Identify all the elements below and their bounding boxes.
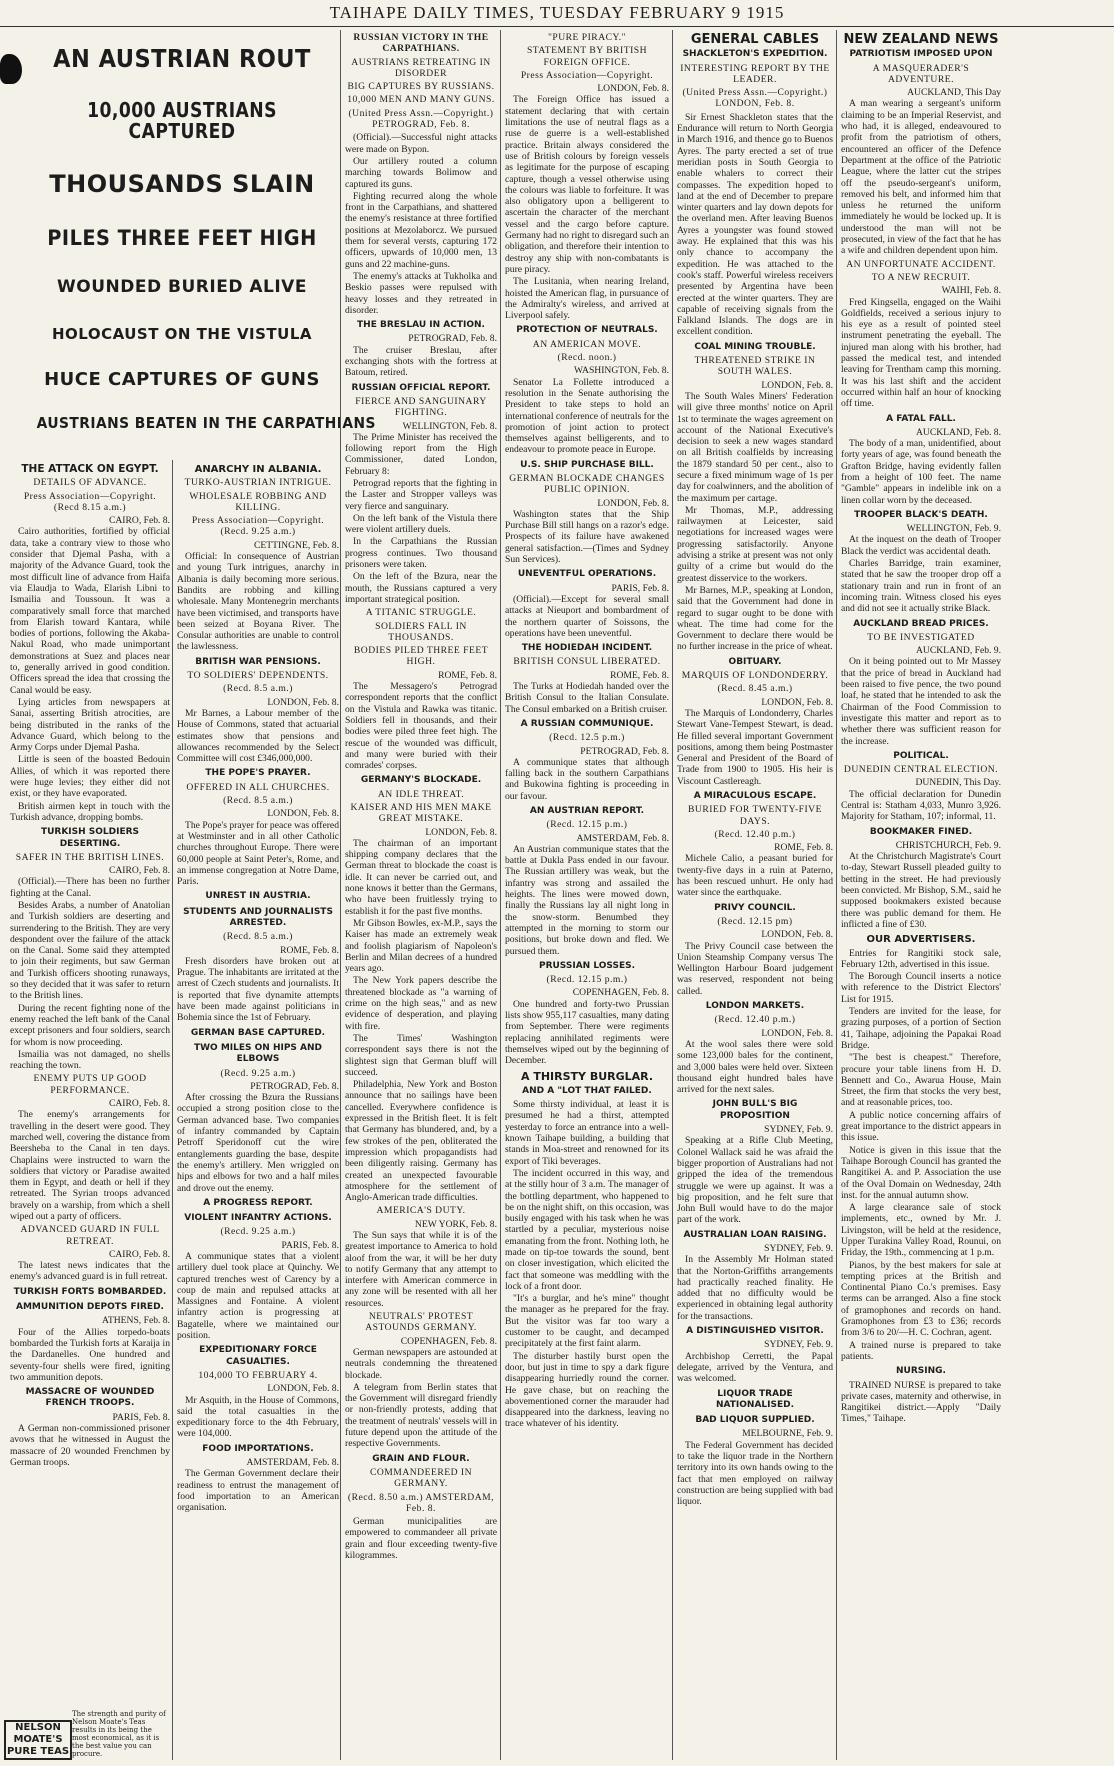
paragraph: The Lusitania, when nearing Ireland, hoisted the American flag, in pursuance of the Admiralty's wireless, and arrived at Liverpool safely.: [505, 276, 669, 322]
source-line: (Recd. 12.15 pm): [717, 915, 793, 927]
subhead: STUDENTS AND JOURNALISTS ARRESTED.: [183, 906, 333, 928]
paragraph: A trained nurse is prepared to take patients.: [841, 1339, 1001, 1362]
paragraph: At the wool sales there were sold some 123,000 bales for the continent, and 3,000 bales were held over. Sixteen thousand eight hundred bales have arrived for the next sales.: [677, 1038, 833, 1096]
headline: A TITANIC STRUGGLE.: [365, 607, 477, 619]
masthead: TAIHAPE DAILY TIMES, TUESDAY FEBRUARY 9 1915: [0, 0, 1114, 27]
headline: AMERICA'S DUTY.: [376, 1205, 466, 1217]
dateline: PETROGRAD, Feb. 8.: [580, 745, 669, 757]
paragraph: Tenders are invited for the lease, for grazing purposes, of a portion of Section 41, Taihape, adjoining the Papakai Road Bridge.: [841, 1006, 1001, 1051]
headline: BOOKMAKER FINED.: [869, 826, 973, 837]
dateline: AMSTERDAM, Feb. 8.: [246, 1457, 339, 1469]
subhead: BODIES PILED THREE FEET HIGH.: [353, 645, 489, 668]
dateline: AMSTERDAM, Feb. 8.: [576, 832, 669, 844]
paragraph: Mr Asquith, in the House of Commons, said the total casualties in the expeditionary force to the 4th February, were 104,000.: [177, 1394, 339, 1440]
paragraph: German newspapers are astounded at neutrals condemning the threatened blockade.: [345, 1346, 497, 1381]
dateline: DUNEDIN, This Day.: [915, 777, 1001, 789]
headline: ANARCHY IN ALBANIA.: [194, 464, 322, 475]
paragraph: Fighting recurred along the whole front in the Carpathians, and shattered the enemy's resistance at three fortified positions at Mezolaborcz. We pursued them for several versts, capturing 172 officers, upwards of 10,000 men, 13 guns and 22 machine-guns.: [345, 190, 497, 270]
paragraph: Little is seen of the boasted Bedouin Allies, of which it was reported there were huge levies; they either did not exist, or they have evaporated.: [10, 754, 170, 800]
paragraph: In the Carpathians the Russian progress continues. Two thousand prisoners were taken.: [345, 536, 497, 571]
headline: PROTECTION OF NEUTRALS.: [516, 325, 658, 336]
subhead: FIERCE AND SANGUINARY FIGHTING.: [355, 395, 487, 419]
headline: A DISTINGUISHED VISITOR.: [686, 1326, 824, 1337]
paragraph: Pianos, by the best makers for sale at tempting prices at the British and Continental Piano Co.'s premises. Easy terms can be arranged. Also a fine stock of gramophones and records on hand. Gramophones from £3 to £36; records from 3/6 to 20/—H. C. Cochran, agent.: [841, 1259, 1001, 1339]
source-line: Press Association—Copyright. (Recd. 9.25 a.m.): [191, 515, 325, 538]
dateline: CHRISTCHURCH, Feb. 9.: [895, 839, 1001, 851]
paragraph: Ismailia was not damaged, no shells reaching the town.: [10, 1048, 170, 1072]
paragraph: A large clearance sale of stock implements, etc., owned by Mr. J. Livingston, will be held at the residence, Upper Turakina Valley Road, Rounui, on Friday, the 19th., commencing at 1 p.m.: [841, 1202, 1001, 1259]
source-line: (Recd. noon.): [557, 352, 617, 364]
headline: BRITISH WAR PENSIONS.: [195, 656, 321, 667]
dateline: WASHINGTON, Feb. 8.: [574, 365, 669, 377]
paragraph: On it being pointed out to Mr Massey that the price of bread in Auckland had been raised to five pence, the two pound loaf, he stated that he intended to ask the Chairman of the Food Commission to investigate this matter and report as to whether there was sufficient reason for the increase.: [841, 656, 1001, 747]
subhead: BIG CAPTURES BY RUSSIANS.: [347, 81, 495, 93]
headline: A PROGRESS REPORT.: [203, 1197, 313, 1208]
headline: A RUSSIAN COMMUNIQUE.: [520, 718, 654, 729]
subhead: STATEMENT BY BRITISH FOREIGN OFFICE.: [526, 45, 648, 68]
headline: PRIVY COUNCIL.: [714, 902, 796, 913]
paragraph: Mr Barnes, M.P., speaking at London, said that the Government had done in regard to sugar ought to be done with wheat. The time had come for the Government to declare there would be no further increase in the price of wheat.: [677, 584, 833, 653]
headline: TROOPER BLACK'S DEATH.: [854, 509, 988, 520]
source-line: Press Association—Copyright.: [520, 69, 654, 81]
headline: POLITICAL.: [893, 750, 949, 761]
paragraph: In the Assembly Mr Holman stated that the Norton-Griffiths arrangements had practically reached finality. He added that no difficulty would be experienced in obtaining legal authority for the transactions.: [677, 1254, 833, 1322]
paragraph: Mr Thomas, M.P., addressing railwaymen at Leicester, said negotiations for increased wages were progressing satisfactorily. Anyone advising a strike at present was not only guilty of a crime but would do the greatest disservice to the workers.: [677, 504, 833, 584]
dateline: SYDNEY, Feb. 9.: [764, 1339, 833, 1351]
headline: THE HODIEDAH INCIDENT.: [521, 643, 653, 654]
subhead: BAD LIQUOR SUPPLIED.: [695, 1415, 815, 1426]
paragraph: The Pope's prayer for peace was offered at Westminster and in all other Catholic churches throughout Europe. There were 60,000 people at Saint Peter's, Rome, and an immense congregation at Notre Dame, Paris.: [177, 819, 339, 888]
dateline: LONDON, Feb. 8.: [761, 379, 833, 391]
headline: JOHN BULL'S BIG PROPOSITION: [712, 1099, 798, 1121]
subhead: TO A NEW RECRUIT.: [871, 271, 971, 283]
paragraph: Official: In consequence of Austrian and young Turk intrigues, anarchy in Albania is daily becoming more serious. Bandits are robbing and killing wholesale. Many Montenegrin merchants have been victimised, and transports have been seized at Boyana River. The Consular authorities are unable to control the lawlessness.: [177, 551, 339, 653]
banner-line-8: AUSTRIANS BEATEN IN THE CARPATHIANS: [36, 413, 376, 432]
paragraph: Fresh disorders have broken out at Prague. The inhabitants are irritated at the arrest of Czech students and journalists. It is reported that five dynamite attempts have been made against politicians in Bohemia since the 1st of February.: [177, 955, 339, 1024]
paragraph: Speaking at a Rifle Club Meeting, Colonel Wallack said he was afraid the bigger proportion of Australians had not gripped the idea of the tremendous struggle we were up against. It was a big proposition, and he felt sure that John Bull would have to do the major part of the work.: [677, 1135, 833, 1226]
subhead: PATRIOTISM IMPOSED UPON: [849, 49, 993, 60]
paragraph: During the recent fighting none of the enemy reached the left bank of the Canal except prisoners and four soldiers, search for whom is now proceeding.: [10, 1002, 170, 1048]
ad-text: The strength and purity of Nelson Moate's Teas results in its being the most economical, as it is the best value you can procure.: [72, 1710, 166, 1758]
dateline: CAIRO, Feb. 8.: [108, 865, 170, 877]
subhead: WHOLESALE ROBBING AND KILLING.: [189, 490, 327, 513]
paragraph: A man wearing a sergeant's uniform claiming to be an Imperial Reservist, and who had, it is alleged, endeavoured to profit from the patriotism of others, encountered an officer of the Defence Department at the office of the Patriotic League, where the latter cut the stripes off the pseudo-sergeant's uniform, removed his belt, and informed him that unless he returned the uniform immediately he would be locked up. It is understood the man will not be prosecuted, in view of the fact that he has a wife and children dependent upon him.: [841, 98, 1001, 257]
source-line: (Recd. 12.5 p.m.): [549, 732, 625, 744]
subhead: SOLDIERS FALL IN THOUSANDS.: [375, 620, 467, 643]
paragraph: The disturber hastily burst open the door, but just in time to spy a dark figure disappearing hurriedly round the corner. He gave chase, but on reaching the abovementioned corner the marauder had disappeared into the darkness, leaving no trace whatever of his identity.: [505, 1350, 669, 1430]
headline-new-zealand-news: NEW ZEALAND NEWS: [843, 32, 999, 47]
dateline: CAIRO, Feb. 8.: [108, 515, 170, 527]
dateline: ROME, Feb. 8.: [610, 669, 669, 681]
dateline: LONDON, Feb. 8.: [267, 1383, 339, 1395]
dateline: CAIRO, Feb. 8.: [108, 1248, 170, 1260]
headline: AN AUSTRIAN REPORT.: [529, 806, 645, 816]
paragraph: The body of a man, unidentified, about forty years of age, was found beneath the Grafton Bridge, having evidently fallen from a height of 100 feet. The name "Gamble" appears in indelible ink on a linen collar worn by the deceased.: [841, 438, 1001, 506]
subhead: A MASQUERADER'S ADVENTURE.: [872, 62, 970, 85]
paragraph: TRAINED NURSE is prepared to take private cases, maternity and otherwise, in Rangitikei district.—Apply "Daily Times," Taihape.: [841, 1379, 1001, 1425]
headline: MASSACRE OF WOUNDED FRENCH TROOPS.: [25, 1387, 155, 1409]
paragraph: A communique states that a violent artillery duel took place at Quinchy. We captured trenches west of Carency by a coup de main and repulsed attacks at Massignes and Fontaine. A violent infantry action is progressing at Bagatelle, where we maintained our position.: [177, 1251, 339, 1342]
banner-line-4: PILES THREE FEET HIGH: [47, 226, 317, 251]
subhead: BURIED FOR TWENTY-FIVE DAYS.: [688, 804, 822, 827]
subhead: AN IDLE THREAT.: [377, 788, 465, 800]
paragraph: Four of the Allies torpedo-boats bombarded the Turkish forts at Karaija in the Dardanelles. One hundred and seventy-four shells were fired, igniting two ammunition depots.: [10, 1326, 170, 1383]
ink-smudge: [0, 54, 22, 84]
paragraph: Fred Kingsella, engaged on the Waihi Goldfields, received a serious injury to his eye as a result of pointed steel instrument penetrating the eyeball. The injured man along with his brother, had passed the medical test, and intended leaving for Trentham camp this morning. It was his last shift and the accident occurred within half an hour of knocking off time.: [841, 296, 1001, 410]
headline: GRAIN AND FLOUR.: [372, 1453, 470, 1464]
paragraph: The Messagero's Petrograd correspondent reports that the conflict on the Vistula and Rawka was titanic. Soldiers fell in thousands, and their bodies were piled three feet high. The rescue of the wounded was difficult, and many were buried with their comrades' corpses.: [345, 681, 497, 772]
dateline: LONDON, Feb. 8.: [425, 826, 497, 838]
paragraph: (Official).—There has been no further fighting at the Canal.: [10, 876, 170, 899]
headline: GERMANY'S BLOCKADE.: [360, 775, 482, 786]
subhead: BRITISH CONSUL LIBERATED.: [513, 656, 661, 668]
paragraph: Entries for Rangitiki stock sale, February 12th, advertised in this issue.: [841, 947, 1001, 970]
paragraph: Mr Barnes, a Labour member of the House of Commons, stated that actuarial estimates show that pensions and allowances recommended by the Select Committee will cost £346,000,000.: [177, 707, 339, 765]
subhead: AND A "LOT THAT FAILED.: [522, 1085, 652, 1096]
source-line: (United Press Assn.—Copyright.) PETROGRAD, Feb. 8.: [348, 107, 494, 131]
headline: TURKISH SOLDIERS DESERTING.: [40, 827, 140, 849]
dateline: CETTINGNE, Feb. 8.: [254, 539, 339, 551]
paragraph: On the left bank of the Vistula there were violent artillery duels.: [345, 512, 497, 536]
headline-attack-egypt: THE ATTACK ON EGYPT.: [21, 463, 159, 475]
paragraph: The South Wales Miners' Federation will give three months' notice on April 1st to terminate the wages agreement on account of the National Executive's decision to seek a new wages standard on all British coalfields by increasing the 1879 standard 50 per cent., also to secure a fixed minimum wage of 1s per day for coalwinners, and the abolition of the maximum per cartage.: [677, 390, 833, 504]
dateline: AUCKLAND, This Day: [907, 87, 1001, 99]
dateline: COPENHAGEN, Feb. 8.: [400, 1335, 497, 1347]
dateline: LONDON, Feb. 8.: [761, 1027, 833, 1039]
headline: NURSING.: [896, 1366, 946, 1377]
source-line: (Recd. 12.40 p.m.): [714, 1014, 796, 1026]
headline: NEUTRALS' PROTEST ASTOUNDS GERMANY.: [365, 1311, 477, 1334]
dateline: ATHENS, Feb. 8.: [102, 1315, 170, 1327]
paragraph: Besides Arabs, a number of Anatolian and Turkish soldiers are deserting and surrendering to the British. They are very despondent over the failure of the attack on the Canal. Some said they attempted to join their regiments, but saw German and Turkish officers shooting runaways, so they decided that it was safer to return to the British lines.: [10, 899, 170, 1002]
paragraph: The enemy's attacks at Tukholka and Beskio passes were repulsed with heavy losses and they retreated in disorder.: [345, 270, 497, 316]
paragraph: The Prime Minister has received the following report from the High Commissioner, dated London, February 8:: [345, 431, 497, 477]
paragraph: After crossing the Bzura the Russians occupied a strong position close to the German advanced base. Two companies of infantry commanded by Captain Petroff Speridonoff cut the wire entanglements guarding the base, despite the enemy's artillery. Men wriggled on hips and elbows for two and a half miles and drove out the enemy.: [177, 1092, 339, 1194]
headline: TURKISH FORTS BOMBARDED.: [13, 1286, 167, 1297]
column-1: [10, 460, 170, 1760]
dateline: LONDON, Feb. 8.: [267, 696, 339, 708]
dateline: CAIRO, Feb. 8.: [108, 1098, 170, 1110]
dateline: MELBOURNE, Feb. 9.: [742, 1428, 833, 1440]
headline: ADVANCED GUARD IN FULL RETREAT.: [20, 1224, 160, 1247]
banner: [24, 34, 376, 432]
subhead: MARQUIS OF LONDONDERRY.: [681, 670, 829, 682]
headline: U.S. SHIP PURCHASE BILL.: [520, 459, 654, 470]
dateline: WELLINGTON, Feb. 9.: [906, 523, 1001, 535]
banner-line-6: HOLOCAUST ON THE VISTULA: [51, 325, 313, 344]
column-2: [172, 460, 339, 1760]
paragraph: Cairo authorities, fortified by official data, take a contrary view to those who consider that Djemal Pasha, with a majority of the Advance Guard, took the most difficult line of advance from Haifa via Elaudja to Wada, Elarish Libni to Ismailia and Toussoun. It was a comparatively small force that marched from Elarish toward Kantara, while bodies of portions, following the Akaba-Nakul Road, who made unimportant demonstrations at Suez and places near to, generally arrived in good condition. Officers spread the idea that crossing the Canal would be easy.: [10, 526, 170, 696]
paragraph: On the left of the Bzura, near the mouth, the Russians captured a very important strategical position.: [345, 571, 497, 605]
banner-line-3: THOUSANDS SLAIN: [49, 170, 315, 199]
paragraph: The Turks at Hodiedah handed over the British Consul to the Italian Consulate. The Consul embarked on a British cruiser.: [505, 681, 669, 715]
paragraph: The Times' Washington correspondent says there is not the slightest sign that German bluff will succeed.: [345, 1032, 497, 1078]
paragraph: The enemy's arrangements for travelling in the desert were good. They marched well, covering the distance from Beersheba to the Canal in ten days. Chaplains were instructed to warn the soldiers that victory or Paradise awaited them in Egypt, and death or hell if they retreated. The Syrian troops advanced bravely on a warship, from which a shell wiped out a party of officers.: [10, 1109, 170, 1222]
paragraph: Lying articles from newspapers at Sanai, asserting British atrocities, are being distributed in the ranks of the Advance Guard, which belong to the Army Corps under Djemal Pasha.: [10, 696, 170, 754]
paragraph: The Marquis of Londonderry, Charles Stewart Vane-Tempest Stewart, is dead. He filled several important Government positions, among them being Postmaster General and President of the Board of Trade from 1900 to 1905. His heir is Viscount Castlereagh.: [677, 707, 833, 787]
paragraph: The chairman of an important shipping company declares that the German threat to blockade the coast is idle. It can never be carried out, and none knows it better than the Germans, who have been fruitlessly trying to establish it for the past five months.: [345, 837, 497, 917]
headline: AUSTRALIAN LOAN RAISING.: [683, 1229, 827, 1240]
paragraph: Some thirsty individual, at least it is presumed he had a thirst, attempted yesterday to force an entrance into a well-known Taihape building, a building that stands in Moa-street and renowned for its export of Tiki beverages.: [505, 1099, 669, 1167]
headline-general-cables: GENERAL CABLES: [690, 32, 820, 47]
paragraph: A German non-commissioned prisoner avows that he witnessed in August the massacre of 20 wounded Frenchmen by German troops.: [10, 1423, 170, 1468]
dateline: PARIS, Feb. 8.: [281, 1239, 339, 1251]
paragraph: A communique states that although falling back in the southern Carpathians and Bukowina fighting is proceeding in our favour.: [505, 756, 669, 802]
dateline: PARIS, Feb. 8.: [112, 1411, 170, 1423]
headline: RUSSIAN VICTORY IN THE CARPATHIANS.: [353, 32, 489, 55]
dateline: AUCKLAND, Feb. 9.: [915, 645, 1001, 657]
paragraph: Archbishop Cerretti, the Papal delegate, arrived by the Ventura, and was welcomed.: [677, 1350, 833, 1385]
paragraph: Michele Calio, a peasant buried for twenty-five days in a ruin at Paterno, has been rescued unhurt. He only had water since the earthquake.: [677, 853, 833, 899]
column-3: [340, 30, 497, 1760]
paragraph: A public notice concerning affairs of great importance to the district appears in this issue.: [841, 1109, 1001, 1144]
dateline: AUCKLAND, Feb. 8.: [915, 426, 1001, 438]
source-line: (Recd. 8.5 a.m.): [223, 683, 293, 695]
paragraph: The Federal Government has decided to take the liquor trade in the Northern territory into its own hands owing to the fact that men employed on railway construction are being supplied with bad liquor.: [677, 1439, 833, 1508]
banner-line-1: AN AUSTRIAN ROUT: [53, 44, 311, 73]
headline: ENEMY PUTS UP GOOD PERFORMANCE.: [33, 1073, 147, 1096]
subhead: TURKO-AUSTRIAN INTRIGUE.: [184, 477, 332, 489]
paragraph: Charles Barridge, train examiner, stated that he saw the trooper drop off a stationary train and run in front of an incoming train. Witness closed his eyes and did not see it actually strike Black.: [841, 558, 1001, 615]
banner-line-5: WOUNDED BURIED ALIVE: [57, 277, 307, 298]
source-line: Press Association—Copyright. (Recd 8.15 a.m.): [23, 490, 157, 513]
paragraph: Our artillery routed a column marching towards Bolimow and captured its guns.: [345, 155, 497, 190]
subhead: DETAILS OF ADVANCE.: [33, 477, 147, 489]
paragraph: Senator La Follette introduced a resolution in the Senate authorising the President to take steps to hold an international conference of neutrals for the promotion of joint action to protect themselves against belligerents, and to endeavour to promote peace in Europe.: [505, 376, 669, 456]
paragraph: The Borough Council inserts a notice with reference to the District Electors' List for 1915.: [841, 971, 1001, 1005]
headline: AUCKLAND BREAD PRICES.: [853, 618, 989, 629]
headline: COAL MINING TROUBLE.: [694, 341, 816, 352]
column-4: [500, 30, 669, 1760]
dateline: WAIHI, Feb. 8.: [941, 285, 1001, 297]
paragraph: Notice is given in this issue that the Taihape Borough Council has granted the Rangitikei A. and P. Association the use of the Oval Domain on Wednesday, 24th inst. for the annual autumn show.: [841, 1144, 1001, 1201]
paragraph: At the inquest on the death of Trooper Black the verdict was accidental death.: [841, 534, 1001, 557]
paragraph: Mr Gibson Bowles, ex-M.P., says the Kaiser has made an extremely weak and foolish plagiarism of Napoleon's Berlin and Milan decrees of a hundred years ago.: [345, 917, 497, 975]
paragraph: Sir Ernest Shackleton states that the Endurance will return to North Georgia in March 1916, and thence go to Buenos Ayres. The party erected a set of true meridian posts in South Georgia to enable whalers to correct their compasses. The expedition hoped to land at the end of December to prepare winter quarters and lay down depots for the overland men. After leaving Buenos Ayres a youngster was found stowed away. He explained that this was his only chance to accompany the expedition. He was attached to the cook's staff. Powerful wireless receivers presented by Argentina have been erected at the winter quarters. They are capable of receiving signals from the Falkland Islands. The dogs are in excellent condition.: [677, 111, 833, 338]
dateline: ROME, Feb. 8.: [774, 842, 833, 854]
banner-line-2: 10,000 AUSTRIANS CAPTURED: [87, 98, 277, 144]
paragraph: The incident occurred in this way, and at the stilly hour of 3 a.m. The manager of the bottling department, who happened to be on the night shift, on this occasion, was busily engaged with his task when he was startled by a peculiar, mysterious noise emanating from the front. Nothing loth, he made on tip-toe towards the sound, bent on closer investigation, which elicited the fact that someone was meddling with the lock of a front door.: [505, 1167, 669, 1292]
paragraph: "It's a burglar, and he's mine" thought the manager as he prepared for the fray. But the visitor was far too wary a customer to be caught, and decamped precipitately at the first faint alarm.: [505, 1293, 669, 1350]
paragraph: At the Christchurch Magistrate's Court to-day, Stewart Russell pleaded guilty to betting in the street. He had previously been convicted. Mr Bishop, S.M., said he supposed bookmakers existed because there was public demand for them. He inflicted a fine of £30.: [841, 851, 1001, 930]
headline: PRUSSIAN LOSSES.: [538, 960, 636, 971]
subhead: AUSTRIANS RETREATING IN DISORDER: [351, 56, 491, 79]
headline: A FATAL FALL.: [886, 413, 956, 424]
headline: LIQUOR TRADE NATIONALISED.: [715, 1388, 795, 1410]
paragraph: A telegram from Berlin states that the Government will disregard friendly or non-friendly protests, adding that the treatment of neutrals' vessels will in future depend upon the attitude of the respective Governments.: [345, 1381, 497, 1450]
headline: EXPEDITIONARY FORCE CASUALTIES.: [199, 1345, 317, 1367]
subhead: DUNEDIN CENTRAL ELECTION.: [843, 764, 999, 776]
source-line: (Recd. 12.15 p.m.): [546, 819, 628, 831]
subhead: INTERESTING REPORT BY THE LEADER.: [680, 62, 830, 85]
headline: "PURE PIRACY.": [547, 32, 627, 43]
headline: THE POPE'S PRAYER.: [205, 768, 311, 779]
dateline: COPENHAGEN, Feb. 8.: [572, 987, 669, 999]
subhead: 104,000 TO FEBRUARY 4.: [198, 1369, 318, 1381]
paragraph: The latest news indicates that the enemy's advanced guard is in full retreat.: [10, 1260, 170, 1283]
paragraph: The Foreign Office has issued a statement declaring that with certain limitations the use of neutral flags as a ruse de guerre is a well-established practice. Britain always considered the use of British colours by foreign vessels as legitimate for the purpose of escaping capture, though a vessel otherwise using the colours was liable to forfeiture. It was also obligatory upon a belligerent to ascertain the character of the merchant vessel and the cargo before capture. Germany had no right to disregard such an obligation, and therefore their intention to destroy any ship with non-combatants is pure piracy.: [505, 94, 669, 275]
subhead: GERMAN BLOCKADE CHANGES PUBLIC OPINION.: [509, 472, 665, 496]
headline: GERMAN BASE CAPTURED.: [190, 1027, 326, 1038]
subhead: COMMANDEERED IN GERMANY.: [369, 1466, 473, 1490]
headline-our-advertisers: OUR ADVERTISERS.: [866, 934, 976, 946]
dateline: LONDON, Feb. 8.: [761, 696, 833, 708]
source-line: (Recd. 9.25 a.m.): [220, 1067, 296, 1079]
column-5: [672, 30, 833, 1760]
paragraph: The New York papers describe the threatened blockade as "a warning of crime on the high seas," and as new evidence of desperation, and playing with fire.: [345, 975, 497, 1032]
headline: FOOD IMPORTATIONS.: [202, 1443, 314, 1454]
dateline: PETROGRAD, Feb. 8.: [250, 1080, 339, 1092]
paragraph: British airmen kept in touch with the Turkish advance, dropping bombs.: [10, 800, 170, 823]
headline: UNREST IN AUSTRIA.: [205, 891, 311, 902]
dateline: LONDON, Feb. 8.: [761, 929, 833, 941]
source-line: (Recd. 9.25 a.m.): [220, 1226, 296, 1238]
headline: LONDON MARKETS.: [705, 1001, 805, 1012]
paragraph: "The best is cheapest." Therefore, procure your table linens from H. D. Bennett and Co., Awarua House, Main Street, the firm that stocks the very best, and at reasonable prices, too.: [841, 1052, 1001, 1109]
headline: AN UNFORTUNATE ACCIDENT.: [846, 258, 996, 270]
paragraph: Petrograd reports that the fighting in the Laster and Stropper valleys was very fierce and sanguinary.: [345, 477, 497, 512]
dateline: SYDNEY, Feb. 9.: [764, 1242, 833, 1254]
subhead: OFFERED IN ALL CHURCHES.: [186, 781, 330, 793]
source-line: (Recd. 8.50 a.m.) AMSTERDAM, Feb. 8.: [347, 1491, 495, 1514]
headline: OBITUARY.: [728, 656, 782, 667]
headline: UNEVENTFUL OPERATIONS.: [517, 569, 657, 580]
subhead: THREATENED STRIKE IN SOUTH WALES.: [694, 355, 816, 378]
subhead: KAISER AND HIS MEN MAKE GREAT MISTAKE.: [350, 802, 492, 825]
paragraph: The cruiser Breslau, after exchanging shots with the fortress at Batoum, retired.: [345, 344, 497, 379]
dateline: PARIS, Feb. 8.: [611, 582, 669, 594]
dateline: LONDON, Feb. 8.: [597, 83, 669, 95]
source-line: (Recd. 12.15 p.m.): [546, 974, 628, 986]
paragraph: The Privy Council case between the Union Steamship Company versus The Wellington Harbour Board judgement was reserved, respondent not being called.: [677, 940, 833, 997]
nelson-moate-ad: NELSON MOATE'S PURE TEAS: [4, 1720, 72, 1760]
subhead: SHACKLETON'S EXPEDITION.: [682, 49, 828, 60]
subhead: AMMUNITION DEPOTS FIRED.: [16, 1302, 164, 1313]
source-line: (Recd. 8.45 a.m.): [717, 683, 793, 695]
subhead: TO BE INVESTIGATED: [867, 631, 975, 643]
headline: RUSSIAN OFFICIAL REPORT.: [351, 382, 491, 393]
paragraph: The Sun says that while it is of the greatest importance to America to hold aloof from the war, it will be her duty to notify Germany that any attempt to interfere with American commerce in any zone will be resented with all her resources.: [345, 1229, 497, 1309]
dateline: PETROGRAD, Feb. 8.: [408, 333, 497, 345]
banner-line-7: HUCE CAPTURES OF GUNS: [44, 369, 320, 391]
dateline: ROME, Feb. 8.: [280, 944, 339, 956]
dateline: SYDNEY, Feb. 9.: [764, 1124, 833, 1136]
paragraph: German municipalities are empowered to commandeer all private grain and flour exceeding twenty-five kilogrammes.: [345, 1516, 497, 1561]
headline: THE BRESLAU IN ACTION.: [357, 320, 485, 331]
headline: A MIRACULOUS ESCAPE.: [693, 791, 817, 801]
dateline: LONDON, Feb. 8.: [267, 808, 339, 820]
dateline: ROME, Feb. 8.: [438, 669, 497, 681]
paragraph: (Official).—Except for several small attacks at Nieuport and bombardment of the northern quarter of Soissons, the operations have been uneventful.: [505, 593, 669, 639]
column-6: [836, 30, 1001, 1760]
subhead: SAFER IN THE BRITISH LINES.: [15, 851, 165, 863]
subhead: TO SOLDIERS' DEPENDENTS.: [187, 670, 329, 682]
source-line: (Recd. 8.5 a.m.): [223, 931, 293, 943]
paragraph: An Austrian communique states that the battle at Dukla Pass ended in our favour. The Russian artillery was weak, but the infantry was strong and assailed the heights. The lines were mowed down, finally the Russians lay all night long in the snow-storm. Benumbed they attempted in the morning to storm our positions, but broke down and fled. We pursued them.: [505, 843, 669, 957]
source-line: (Recd. 8.5 a.m.): [223, 795, 293, 807]
paragraph: The German Government declare their readiness to entrust the management of food importation to an American organisation.: [177, 1468, 339, 1514]
subhead: TWO MILES ON HIPS AND ELBOWS: [193, 1042, 323, 1065]
subhead: 10,000 MEN AND MANY GUNS.: [347, 94, 495, 106]
paragraph: The official declaration for Dunedin Central is: Statham 4,033, Munro 3,926. Majority for Statham, 107; informal, 11.: [841, 788, 1001, 823]
dateline: LONDON, Feb. 8.: [597, 497, 669, 509]
source-line: (Recd. 12.40 p.m.): [714, 828, 796, 840]
dateline: NEW YORK, Feb. 8.: [414, 1218, 497, 1230]
subhead: VIOLENT INFANTRY ACTIONS.: [184, 1213, 332, 1224]
paragraph: Washington states that the Ship Purchase Bill still hangs on a razor's edge. Prospects of its failure have awakened general satisfaction.—(Times and Sydney Sun Services).: [505, 508, 669, 566]
paragraph: Philadelphia, New York and Boston announce that no sailings have been cancelled. Everywhere confidence is expressed in the British fleet. It is felt that Germany has blundered, and, by a few strokes of the pen, obliterated the impression which propagandists had been diligently raising. Germany has created an unexpected favourable atmosphere for the settlement of Anglo-American trade difficulties.: [345, 1079, 497, 1204]
paragraph: (Official).—Successful night attacks were made on Bypon.: [345, 132, 497, 155]
subhead: AN AMERICAN MOVE.: [532, 338, 642, 350]
headline-thirsty-burglar: A THIRSTY BURGLAR.: [520, 1069, 654, 1083]
source-line: (United Press Assn.—Copyright.) LONDON, Feb. 8.: [682, 87, 828, 110]
paragraph: One hundred and forty-two Prussian lists show 955,117 casualties, many dating from September. There were regiments replacing annihilated regiments were themselves wiped out by the beginning of December.: [505, 998, 669, 1067]
dateline: WELLINGTON, Feb. 8.: [402, 420, 497, 432]
